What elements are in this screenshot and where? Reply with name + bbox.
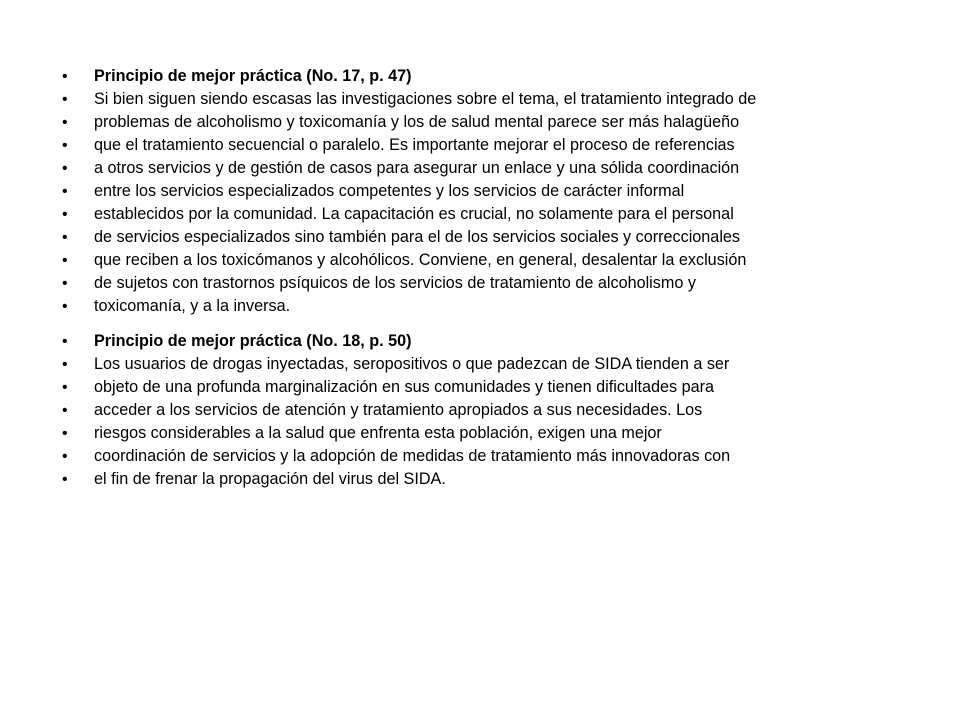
section-heading bbox=[62, 330, 942, 353]
bullet-icon: • bbox=[62, 298, 68, 315]
bullet-icon: • bbox=[62, 183, 68, 200]
bullet-icon: • bbox=[62, 425, 68, 442]
bullet-line bbox=[62, 272, 942, 295]
heading-text: Principio de mejor práctica (No. 17, p. 47) bbox=[94, 67, 412, 85]
line-text: de servicios especializados sino también para el de los servicios sociales y correccionales bbox=[94, 228, 741, 246]
bullet-line bbox=[62, 376, 942, 399]
bullet-icon: • bbox=[62, 252, 68, 269]
line-text: a otros servicios y de gestión de casos para asegurar un enlace y una sólida coordinación bbox=[94, 159, 740, 177]
bullet-line bbox=[62, 422, 942, 445]
bullet-icon: • bbox=[62, 114, 68, 131]
line-text: Los usuarios de drogas inyectadas, seropositivos o que padezcan de SIDA tienden a ser bbox=[94, 355, 730, 373]
bullet-icon: • bbox=[62, 356, 68, 373]
bullet-line bbox=[62, 353, 942, 376]
line-text: coordinación de servicios y la adopción de medidas de tratamiento más innovadoras con bbox=[94, 447, 731, 465]
line-text: acceder a los servicios de atención y tratamiento apropiados a sus necesidades. Los bbox=[94, 401, 703, 419]
bullet-line bbox=[62, 134, 942, 157]
bullet-line bbox=[62, 180, 942, 203]
bullet-icon: • bbox=[62, 333, 68, 350]
bullet-line bbox=[62, 295, 942, 318]
line-text: de sujetos con trastornos psíquicos de los servicios de tratamiento de alcoholismo y bbox=[94, 274, 696, 292]
bullet-icon: • bbox=[62, 379, 68, 396]
line-text: entre los servicios especializados competentes y los servicios de carácter informal bbox=[94, 182, 685, 200]
heading-text: Principio de mejor práctica (No. 18, p. 50) bbox=[94, 332, 412, 350]
line-text: el fin de frenar la propagación del virus del SIDA. bbox=[94, 470, 446, 488]
bullet-line bbox=[62, 399, 942, 422]
bullet-line bbox=[62, 88, 942, 111]
bullet-icon: • bbox=[62, 275, 68, 292]
bullet-icon: • bbox=[62, 91, 68, 108]
section-heading bbox=[62, 65, 942, 88]
line-text: toxicomanía, y a la inversa. bbox=[94, 297, 291, 315]
line-text: que reciben a los toxicómanos y alcohólicos. Conviene, en general, desalentar la exclusión bbox=[94, 251, 747, 269]
bullet-line bbox=[62, 468, 942, 491]
line-text: objeto de una profunda marginalización en sus comunidades y tienen dificultades para bbox=[94, 378, 715, 396]
bullet-line bbox=[62, 111, 942, 134]
line-text: que el tratamiento secuencial o paralelo. Es importante mejorar el proceso de referencias bbox=[94, 136, 735, 154]
bullet-icon: • bbox=[62, 137, 68, 154]
bullet-icon: • bbox=[62, 206, 68, 223]
bullet-line bbox=[62, 249, 942, 272]
bullet-line bbox=[62, 445, 942, 468]
line-text: Si bien siguen siendo escasas las investigaciones sobre el tema, el tratamiento integrado de bbox=[94, 90, 757, 108]
bullet-icon: • bbox=[62, 402, 68, 419]
section-gap bbox=[62, 318, 942, 330]
bullet-icon: • bbox=[62, 229, 68, 246]
bullet-icon: • bbox=[62, 448, 68, 465]
line-text: riesgos considerables a la salud que enfrenta esta población, exigen una mejor bbox=[94, 424, 662, 442]
bullet-line bbox=[62, 226, 942, 249]
bullet-icon: • bbox=[62, 68, 68, 85]
bullet-line bbox=[62, 157, 942, 180]
line-text: establecidos por la comunidad. La capacitación es crucial, no solamente para el personal bbox=[94, 205, 734, 223]
bullet-icon: • bbox=[62, 471, 68, 488]
line-text: problemas de alcoholismo y toxicomanía y los de salud mental parece ser más halagüeño bbox=[94, 113, 740, 131]
bullet-list bbox=[62, 65, 942, 491]
bullet-line bbox=[62, 203, 942, 226]
bullet-icon: • bbox=[62, 160, 68, 177]
